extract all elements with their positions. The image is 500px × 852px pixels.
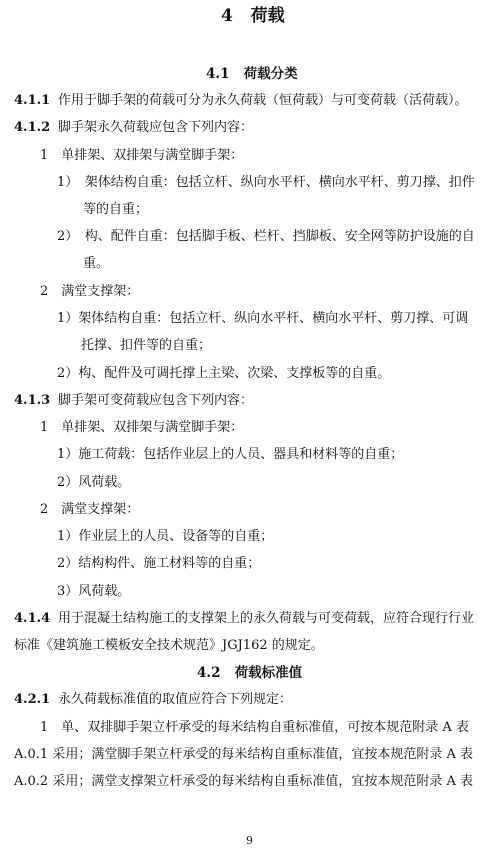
list-item: 1）施工荷载：包括作业层上的人员、器具和材料等的自重； — [57, 447, 404, 462]
section-title-text: 荷载标准值 — [234, 665, 303, 681]
chapter-title — [221, 8, 285, 24]
page-number: 9 — [246, 834, 253, 847]
clause-text: 作用于脚手架的荷载可分为永久荷载（恒荷载）与可变荷载（活荷载）。 — [58, 93, 468, 108]
clause-4-1-4 — [14, 611, 474, 627]
clause-text: 用于混凝土结构施工的支撑架上的永久荷载与可变荷载，应符合现行行业 — [58, 611, 475, 626]
list-item-continuation: 托撑、扣件等的自重； — [81, 338, 212, 353]
list-item: 1 单排架、双排架与满堂脚手架： — [40, 148, 244, 163]
chapter-title-text: 荷载 — [250, 6, 285, 26]
list-item: 2 满堂支撑架： — [40, 502, 140, 517]
clause-text: 永久荷载标准值的取值应符合下列规定： — [58, 692, 293, 707]
clause-text-continuation: 标准《建筑施工模板安全技术规范》JGJ162 的规定。 — [14, 638, 324, 653]
list-item: 3）风荷载。 — [57, 584, 131, 599]
clause-4-2-1 — [14, 692, 292, 708]
section-number: 4.1 — [206, 66, 230, 82]
list-item: 1 单、双排脚手架立杆承受的每米结构自重标准值，可按本规范附录 A 表 — [40, 720, 469, 735]
section-number: 4.2 — [197, 665, 221, 681]
section-title-text: 荷载分类 — [243, 66, 298, 82]
section-title-4-1 — [206, 66, 298, 82]
list-item: 1）作业层上的人员、设备等的自重； — [57, 529, 274, 544]
clause-number: 4.1.1 — [14, 93, 51, 108]
clause-4-1-2 — [14, 120, 253, 136]
list-item-continuation: 重。 — [83, 256, 110, 271]
chapter-number: 4 — [221, 6, 233, 26]
clause-4-1-1 — [14, 93, 468, 109]
list-item-continuation: A.0.2 采用；满堂支撑架立杆承受的每米结构自重标准值，宜按本规范附录 A 表 — [14, 774, 473, 789]
clause-4-1-3 — [14, 393, 253, 409]
clause-number: 4.1.3 — [14, 393, 51, 408]
clause-text: 脚手架永久荷载应包含下列内容： — [58, 120, 254, 135]
list-item-continuation: 等的自重； — [83, 202, 149, 217]
list-item: 2） 构、配件自重：包括脚手板、栏杆、挡脚板、安全网等防护设施的自 — [57, 229, 475, 244]
clause-text: 脚手架可变荷载应包含下列内容： — [58, 393, 254, 408]
list-item: 1） 架体结构自重：包括立杆、纵向水平杆、横向水平杆、剪刀撑、扣件 — [57, 175, 475, 190]
clause-number: 4.1.4 — [14, 611, 51, 626]
clause-number: 4.1.2 — [14, 120, 51, 135]
list-item-continuation: A.0.1 采用；满堂脚手架立杆承受的每米结构自重标准值，宜按本规范附录 A 表 — [14, 747, 473, 762]
list-item: 2）风荷载。 — [57, 475, 131, 490]
list-item: 2）结构构件、施工材料等的自重； — [57, 556, 261, 571]
list-item: 2 满堂支撑架： — [40, 284, 140, 299]
section-title-4-2 — [197, 665, 302, 681]
list-item: 1）架体结构自重：包括立杆、纵向水平杆、横向水平杆、剪刀撑、可调 — [57, 311, 469, 326]
list-item: 1 单排架、双排架与满堂脚手架： — [40, 420, 244, 435]
list-item: 2）构、配件及可调托撑上主梁、次梁、支撑板等的自重。 — [57, 366, 391, 381]
clause-number: 4.2.1 — [14, 692, 51, 707]
